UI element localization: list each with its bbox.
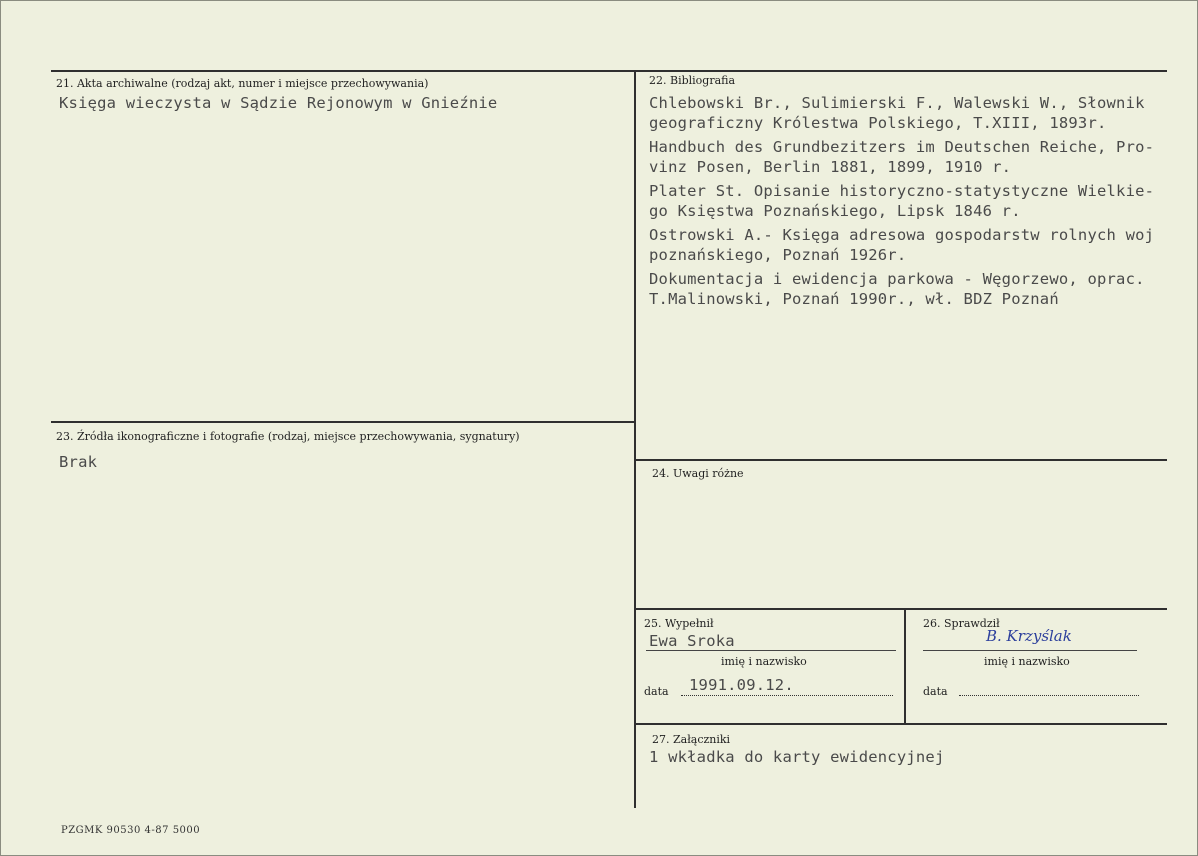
section-27-value: 1 wkładka do karty ewidencyjnej: [649, 748, 945, 766]
bibliography-entry: [649, 181, 1154, 221]
filled-by-date: 1991.09.12.: [689, 676, 794, 694]
bibliography-line: T.Malinowski, Poznań 1990r., wł. BDZ Poznań: [649, 290, 1059, 308]
bibliography-list: [649, 93, 1154, 313]
checker-date-label: data: [923, 685, 948, 698]
name-underline: [646, 650, 896, 651]
section-23-label: 23. Źródła ikonograficzne i fotografie (rodzaj, miejsce przechowywania, sygnatury): [56, 430, 520, 443]
checker-signature: B. Krzyślak: [986, 627, 1072, 645]
section-27-label: 27. Załączniki: [652, 733, 731, 746]
bibliography-line: Plater St. Opisanie historyczno-statystyczne Wielkie-: [649, 182, 1155, 200]
section-22-label: 22. Bibliografia: [649, 74, 736, 87]
section-21-value: Księga wieczysta w Sądzie Rejonowym w Gnieźnie: [59, 94, 498, 112]
rule-25-27: [635, 723, 1167, 725]
checker-date-underline: [959, 695, 1139, 696]
rule-22-24: [635, 459, 1167, 461]
section-21-label: 21. Akta archiwalne (rodzaj akt, numer i miejsce przechowywania): [56, 77, 429, 90]
date-underline: [681, 695, 893, 696]
print-code: PZGMK 90530 4-87 5000: [61, 825, 201, 836]
top-rule: [51, 70, 1167, 72]
bibliography-line: vinz Posen, Berlin 1881, 1899, 1910 r.: [649, 158, 1012, 176]
bibliography-line: geograficzny Królestwa Polskiego, T.XIII, 1893r.: [649, 114, 1107, 132]
section-23-value: Brak: [59, 453, 98, 471]
bibliography-line: Ostrowski A.- Księga adresowa gospodarstw rolnych woj: [649, 226, 1155, 244]
bibliography-entry: [649, 137, 1154, 177]
section-26-label: 26. Sprawdził: [923, 617, 1000, 630]
center-divider: [634, 70, 636, 808]
checker-name-caption: imię i nazwisko: [984, 655, 1070, 668]
section-25-label: 25. Wypełnił: [644, 617, 714, 630]
filled-by-date-label: data: [644, 685, 669, 698]
filled-by-name: Ewa Sroka: [649, 632, 735, 650]
bibliography-line: poznańskiego, Poznań 1926r.: [649, 246, 907, 264]
bibliography-entry: [649, 93, 1154, 133]
divider-25-26: [904, 608, 906, 723]
bibliography-entry: [649, 269, 1154, 309]
rule-21-23: [51, 421, 635, 423]
section-24-label: 24. Uwagi różne: [652, 467, 744, 480]
rule-24-25: [635, 608, 1167, 610]
bibliography-entry: [649, 225, 1154, 265]
bibliography-line: Chlebowski Br., Sulimierski F., Walewski W., Słownik: [649, 94, 1145, 112]
checker-name-underline: [923, 650, 1137, 651]
bibliography-line: Handbuch des Grundbezitzers im Deutschen Reiche, Pro-: [649, 138, 1155, 156]
filled-by-name-caption: imię i nazwisko: [721, 655, 807, 668]
bibliography-line: Dokumentacja i ewidencja parkowa - Węgorzewo, oprac.: [649, 270, 1145, 288]
bibliography-line: go Księstwa Poznańskiego, Lipsk 1846 r.: [649, 202, 1021, 220]
